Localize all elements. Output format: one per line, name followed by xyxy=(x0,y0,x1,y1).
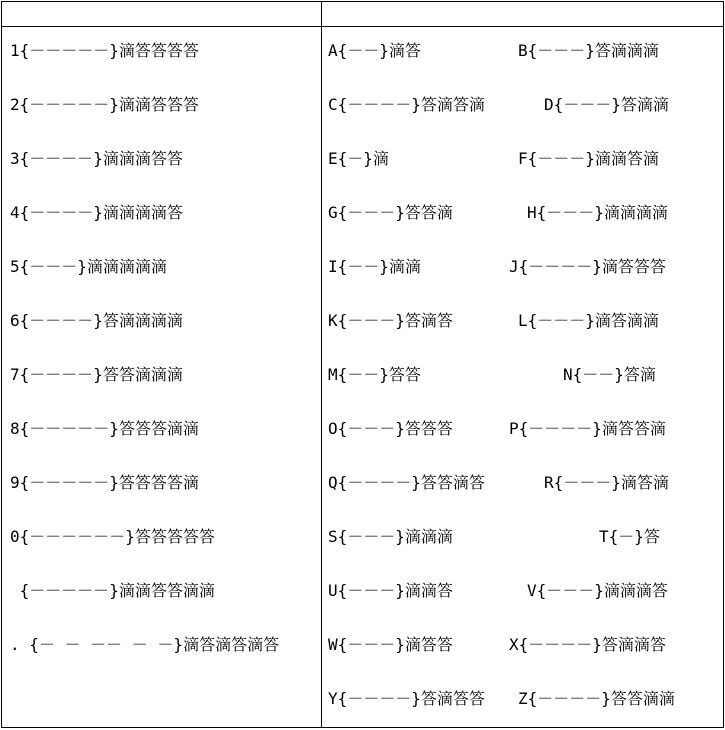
letter-code-k: K{－－－}答滴答 xyxy=(328,311,453,330)
letter-code-n: N{－－}答滴 xyxy=(563,365,656,384)
digits-cell xyxy=(2,27,322,728)
header-row xyxy=(2,2,724,27)
letter-code-o: O{－－－}答答答 xyxy=(328,419,453,438)
letter-code-c: C{－－－－}答滴答滴 xyxy=(328,95,485,114)
digit-code-3: 3{－－－－}滴滴滴答答 xyxy=(10,149,183,168)
letter-code-w: W{－－－}滴答答 xyxy=(328,635,453,654)
letter-code-x: X{－－－－}答滴滴答 xyxy=(509,635,666,654)
letter-code-s: S{－－－}滴滴滴 xyxy=(328,527,453,546)
letter-code-t: T{－}答 xyxy=(599,527,660,546)
letter-code-j: J{－－－－}滴答答答 xyxy=(509,257,666,276)
body-row xyxy=(2,27,724,728)
letter-code-r: R{－－－}滴答滴 xyxy=(544,473,669,492)
letter-code-v: V{－－－}滴滴滴答 xyxy=(527,581,668,600)
letter-code-m: M{－－}答答 xyxy=(328,365,421,384)
digit-code-0: 0{－－－－－－}答答答答答 xyxy=(10,527,215,546)
symbol-code-blank: {－－－－－}滴滴答答滴滴 xyxy=(10,581,215,600)
letter-code-f: F{－－－}滴滴答滴 xyxy=(518,149,659,168)
letter-code-g: G{－－－}答答滴 xyxy=(328,203,453,222)
morse-code-table xyxy=(1,1,724,728)
letters-list xyxy=(322,27,723,727)
letter-code-a: A{－－}滴答 xyxy=(328,41,421,60)
header-cell-left xyxy=(2,2,322,27)
letter-code-y: Y{－－－－}答滴答答 xyxy=(328,689,485,708)
digit-code-1: 1{－－－－－}滴答答答答 xyxy=(10,41,199,60)
letter-code-l: L{－－－}滴答滴滴 xyxy=(518,311,659,330)
letter-code-q: Q{－－－－}答答滴答 xyxy=(328,473,485,492)
digit-code-8: 8{－－－－－}答答答滴滴 xyxy=(10,419,199,438)
letter-code-d: D{－－－}答滴滴 xyxy=(544,95,669,114)
digit-code-7: 7{－－－－}答答滴滴滴 xyxy=(10,365,183,384)
letter-code-u: U{－－－}滴滴答 xyxy=(328,581,453,600)
digit-code-2: 2{－－－－－}滴滴答答答 xyxy=(10,95,199,114)
letter-code-e: E{－}滴 xyxy=(328,149,389,168)
digit-code-9: 9{－－－－－}答答答答滴 xyxy=(10,473,199,492)
digit-code-6: 6{－－－－}答滴滴滴滴 xyxy=(10,311,183,330)
letter-code-i: I{－－}滴滴 xyxy=(328,257,421,276)
letter-code-z: Z{－－－－}答答滴滴 xyxy=(518,689,675,708)
digit-code-4: 4{－－－－}滴滴滴滴答 xyxy=(10,203,183,222)
letter-code-b: B{－－－}答滴滴滴 xyxy=(518,41,659,60)
symbol-code-period: . {－ － －－ － －}滴答滴答滴答 xyxy=(10,635,280,654)
letter-code-h: H{－－－}滴滴滴滴 xyxy=(527,203,668,222)
header-cell-right xyxy=(322,2,724,27)
letters-cell xyxy=(322,27,724,728)
digit-code-5: 5{－－－}滴滴滴滴滴 xyxy=(10,257,167,276)
digits-list xyxy=(2,27,321,727)
letter-code-p: P{－－－－}滴答答滴 xyxy=(509,419,666,438)
